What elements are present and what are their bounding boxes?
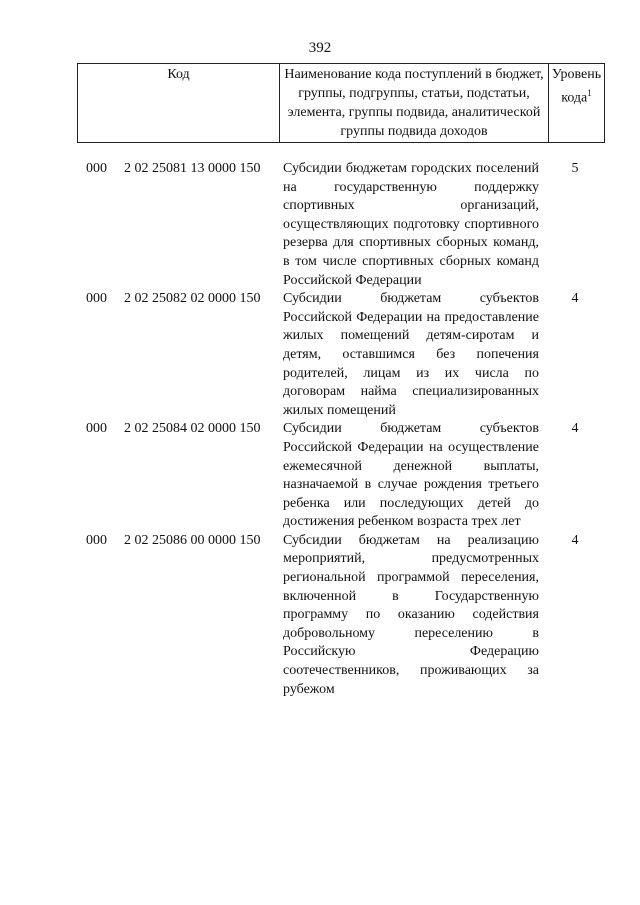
page-number: 392 (308, 40, 332, 56)
row-code: 2 02 25081 13 0000 150 (124, 161, 261, 176)
table-header (77, 63, 605, 143)
header-name: Наименование кода поступлений в бюджет, группы, подгруппы, статьи, подстатьи, элемента, группы подвида, аналитической группы подвида доходов (280, 64, 549, 143)
header-code: Код (78, 64, 280, 143)
table-body (0, 160, 640, 699)
table-row (0, 532, 640, 699)
table-row (0, 420, 640, 532)
row-level: 4 (571, 421, 579, 437)
row-admin-code: 000 (86, 291, 107, 307)
row-name: Субсидии бюджетам субъектов Российской Федерации на осуществление ежемесячной денежной выплаты, назначаемой в случае рождения третьего ребенка или последующих детей до достижения ребенком возраста трех лет (283, 421, 539, 530)
row-admin-code: 000 (86, 161, 107, 176)
row-level: 4 (571, 291, 579, 307)
row-admin-code: 000 (86, 421, 107, 437)
footnote-marker: 1 (587, 88, 592, 98)
row-name: Субсидии бюджетам городских поселений на государственную поддержку спортивных организаций, осуществляющих подготовку спортивного резерва для спортивных сборных команд, в том числе спортивных сборных команд Российской Федерации (283, 161, 539, 288)
row-code: 2 02 25082 02 0000 150 (124, 291, 261, 307)
row-level: 4 (571, 532, 579, 548)
row-name: Субсидии бюджетам субъектов Российской Федерации на предоставление жилых помещений детям-сиротам и детям, оставшимся без попечения родителей, лицам из их числа по договорам найма специализированных жилых помещений (283, 291, 539, 418)
row-code: 2 02 25086 00 0000 150 (124, 532, 261, 548)
row-name: Субсидии бюджетам на реализацию мероприятий, предусмотренных региональной программой переселения, включенной в Государственную программу по оказанию содействия добровольному переселению в Российскую Федерацию соотечественников, проживающих за рубежом (283, 532, 539, 697)
header-level (549, 64, 605, 143)
header-level-text: Уровень кода (551, 67, 602, 106)
table-row (0, 160, 640, 290)
table-row (0, 290, 640, 420)
row-level: 5 (571, 161, 579, 176)
row-code: 2 02 25084 02 0000 150 (124, 421, 261, 437)
row-admin-code: 000 (86, 532, 107, 548)
